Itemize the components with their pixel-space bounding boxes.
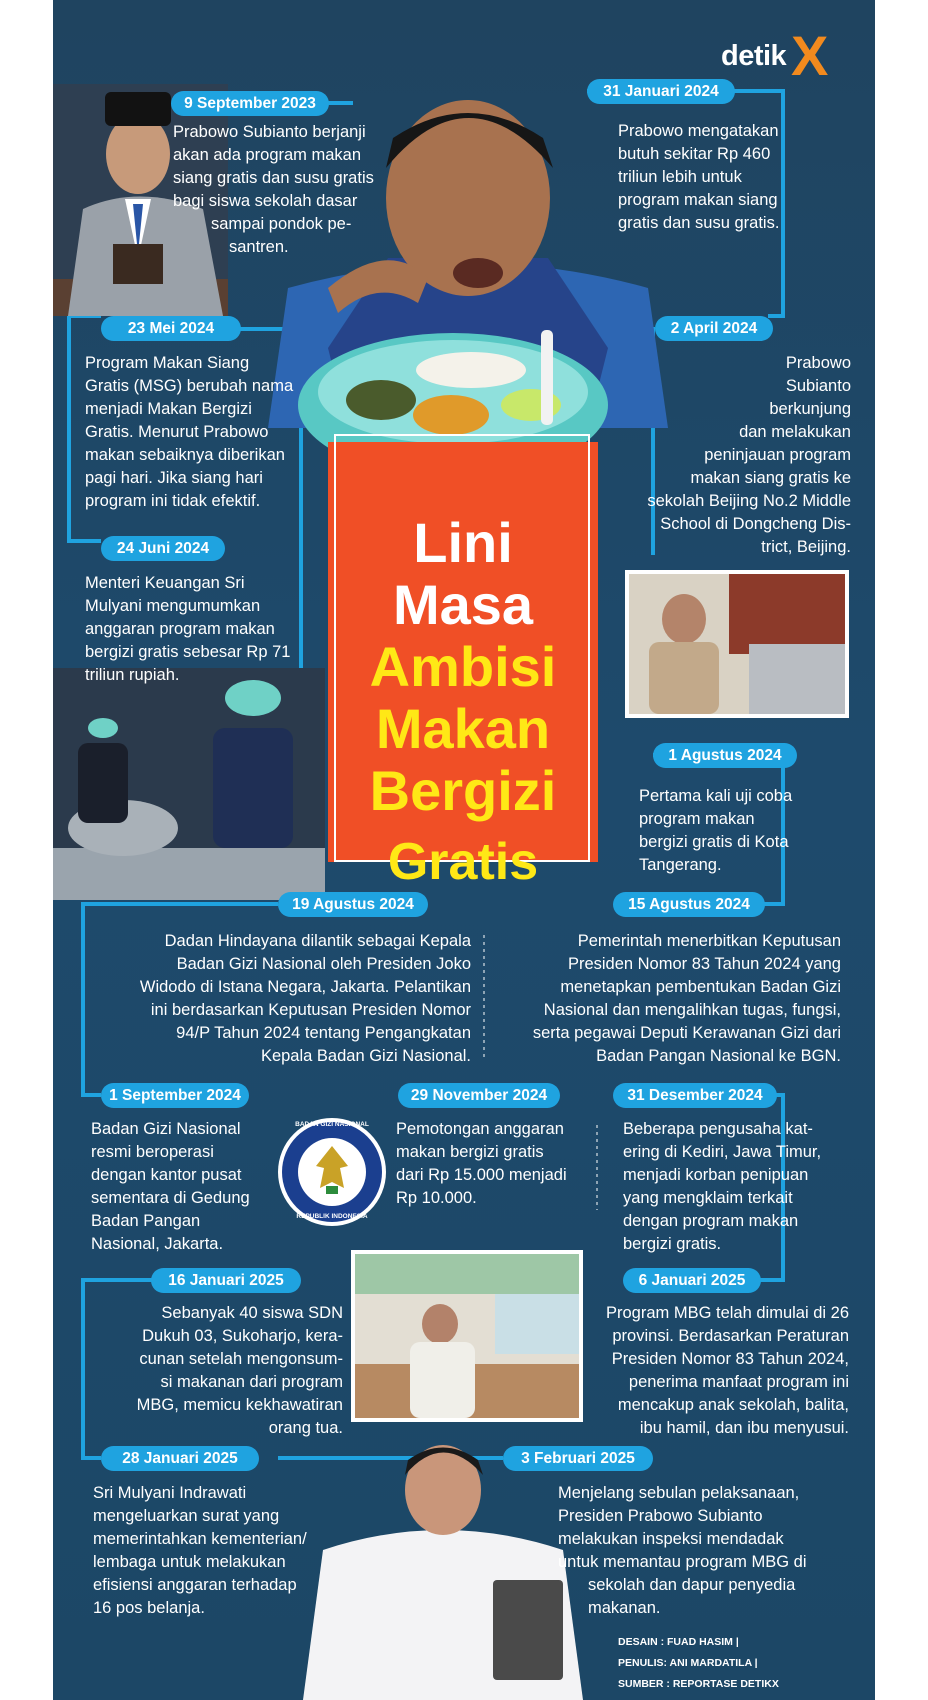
event-line: sampai pondok pe- bbox=[211, 215, 352, 233]
event-text-2024-05-23 bbox=[85, 352, 305, 513]
title-box bbox=[328, 442, 598, 862]
event-line: Kepala Badan Gizi Nasional. bbox=[260, 1047, 471, 1065]
event-line: ibu hamil, dan ibu menyusui. bbox=[639, 1419, 849, 1437]
event-text-2024-08-15 bbox=[493, 930, 841, 1068]
date-badge-2024-08-15: 15 Agustus 2024 bbox=[613, 892, 765, 917]
event-line: Rp 10.000. bbox=[396, 1189, 477, 1207]
date-badge-2024-12-31: 31 Desember 2024 bbox=[613, 1083, 777, 1108]
event-text-2023-09-09 bbox=[173, 121, 473, 259]
event-line: berkunjung bbox=[769, 400, 851, 418]
event-text-2024-08-19 bbox=[93, 930, 471, 1068]
event-line: Gratis (MSG) berubah nama bbox=[85, 377, 294, 395]
event-line: program makan siang bbox=[618, 191, 778, 209]
event-line: si makanan dari program bbox=[160, 1373, 343, 1391]
event-line: program ini tidak efektif. bbox=[85, 492, 261, 510]
event-line: dan melakukan bbox=[739, 423, 851, 441]
event-line: butuh sekitar Rp 460 bbox=[618, 145, 771, 163]
event-line: santren. bbox=[229, 238, 289, 256]
event-line: Program Makan Siang bbox=[85, 354, 250, 372]
date-badge-2024-08-19: 19 Agustus 2024 bbox=[278, 892, 428, 917]
event-line: dari Rp 15.000 menjadi bbox=[396, 1166, 567, 1184]
date-badge-2025-01-28: 28 Januari 2025 bbox=[101, 1446, 259, 1471]
event-line: bagi siswa sekolah dasar bbox=[173, 192, 358, 210]
event-line: Menjelang sebulan pelaksanaan, bbox=[558, 1484, 800, 1502]
title-line-5: Bergizi bbox=[369, 759, 557, 822]
event-line: Badan Pangan Nasional ke BGN. bbox=[596, 1047, 841, 1065]
event-line: melakukan inspeksi mendadak bbox=[558, 1530, 784, 1548]
event-line: Tangerang. bbox=[639, 856, 722, 874]
event-text-2024-04-02 bbox=[573, 352, 851, 559]
event-line: makan siang gratis ke bbox=[690, 469, 851, 487]
detikx-logo bbox=[721, 24, 871, 88]
event-line: Presiden Nomor 83 Tahun 2024, bbox=[611, 1350, 849, 1368]
event-text-2024-08-01 bbox=[639, 785, 839, 877]
event-line: gratis dan susu gratis. bbox=[618, 214, 780, 232]
event-line: Program MBG telah dimulai di 26 bbox=[605, 1304, 849, 1322]
event-line: makan sebaiknya diberikan bbox=[85, 446, 285, 464]
event-line: efisiensi anggaran terhadap bbox=[93, 1576, 297, 1594]
event-line: menjadi Makan Bergizi bbox=[85, 400, 252, 418]
event-line: Nasional dan mengalihkan tugas, fungsi, bbox=[543, 1001, 841, 1019]
event-line: menetapkan pembentukan Badan Gizi bbox=[560, 978, 841, 996]
event-line: Prabowo mengatakan bbox=[618, 122, 779, 140]
event-line: program makan bbox=[639, 810, 755, 828]
date-badge-2024-04-02: 2 April 2024 bbox=[655, 316, 773, 341]
event-line: Presiden Nomor 83 Tahun 2024 yang bbox=[567, 955, 841, 973]
event-line: bergizi gratis di Kota bbox=[639, 833, 789, 851]
date-badge-2024-09-01: 1 September 2024 bbox=[101, 1083, 249, 1108]
seal-top-text: BADAN GIZI NASIONAL bbox=[295, 1121, 369, 1128]
event-line: Pemotongan anggaran bbox=[396, 1120, 564, 1138]
event-line: mencakup anak sekolah, balita, bbox=[617, 1396, 849, 1414]
event-text-2025-02-03 bbox=[558, 1482, 848, 1620]
event-line: Subianto bbox=[785, 377, 851, 395]
event-line: sementara di Gedung bbox=[91, 1189, 250, 1207]
bgn-seal bbox=[276, 1116, 388, 1228]
event-line: triliun rupiah. bbox=[85, 666, 180, 684]
event-line: Prabowo bbox=[785, 354, 851, 372]
event-line: Gratis. Menurut Prabowo bbox=[85, 423, 269, 441]
event-text-2024-11-29 bbox=[396, 1118, 588, 1210]
event-line: dengan kantor pusat bbox=[91, 1166, 242, 1184]
date-badge-2024-01-31: 31 Januari 2024 bbox=[587, 79, 735, 104]
date-badge-2024-11-29: 29 November 2024 bbox=[398, 1083, 560, 1108]
title-line-6: Gratis bbox=[387, 833, 539, 891]
credits bbox=[618, 1632, 858, 1695]
event-line: anggaran program makan bbox=[85, 620, 275, 638]
event-line: Badan Pangan bbox=[91, 1212, 201, 1230]
date-badge-2025-02-03: 3 Februari 2025 bbox=[503, 1446, 653, 1471]
event-text-2025-01-06 bbox=[573, 1302, 849, 1440]
event-line: Sebanyak 40 siswa SDN bbox=[161, 1304, 343, 1322]
classroom-photo bbox=[351, 1250, 583, 1422]
logo-suffix: X bbox=[791, 24, 829, 87]
date-badge-2024-08-01: 1 Agustus 2024 bbox=[653, 743, 797, 768]
event-line: lembaga untuk melakukan bbox=[93, 1553, 286, 1571]
title-line-3: Ambisi bbox=[369, 635, 557, 698]
date-badge-2024-06-24: 24 Juni 2024 bbox=[101, 536, 225, 561]
seal-bottom-text: REPUBLIK INDONESIA bbox=[296, 1213, 368, 1220]
event-line: menjadi korban penipuan bbox=[623, 1166, 809, 1184]
event-text-2025-01-16 bbox=[93, 1302, 343, 1440]
event-line: serta pegawai Deputi Kerawanan Gizi dari bbox=[532, 1024, 841, 1042]
event-line: cunan setelah mengonsum- bbox=[139, 1350, 343, 1368]
event-line: untuk memantau program MBG di bbox=[558, 1553, 807, 1571]
credit-design: DESAIN : FUAD HASIM | bbox=[618, 1636, 739, 1648]
event-line: provinsi. Berdasarkan Peraturan bbox=[612, 1327, 849, 1345]
credit-source: SUMBER : REPORTASE DETIKX bbox=[618, 1678, 779, 1690]
event-line: Badan Gizi Nasional oleh Presiden Joko bbox=[176, 955, 471, 973]
event-line: Nasional, Jakarta. bbox=[91, 1235, 224, 1253]
event-line: Presiden Prabowo Subianto bbox=[558, 1507, 763, 1525]
event-line: Menteri Keuangan Sri bbox=[85, 574, 245, 592]
event-line: sekolah dan dapur penyedia bbox=[588, 1576, 796, 1594]
date-badge-2024-05-23: 23 Mei 2024 bbox=[101, 316, 241, 341]
event-line: pagi hari. Jika siang hari bbox=[85, 469, 263, 487]
event-line: Sri Mulyani Indrawati bbox=[93, 1484, 247, 1502]
event-line: MBG, memicu kekhawatiran bbox=[136, 1396, 343, 1414]
event-line: trict, Beijing. bbox=[761, 538, 851, 556]
event-line: sekolah Beijing No.2 Middle bbox=[647, 492, 851, 510]
event-line: makan bergizi gratis bbox=[396, 1143, 544, 1161]
event-text-2024-12-31 bbox=[623, 1118, 843, 1256]
event-text-2024-06-24 bbox=[85, 572, 325, 687]
event-line: 94/P Tahun 2024 tentang Pengangkatan bbox=[176, 1024, 471, 1042]
infographic-panel bbox=[53, 0, 875, 1700]
event-line: mengeluarkan surat yang bbox=[93, 1507, 280, 1525]
date-badge-2025-01-06: 6 Januari 2025 bbox=[623, 1268, 761, 1293]
title-line-1: Lini bbox=[413, 511, 513, 574]
event-line: ering di Kediri, Jawa Timur, bbox=[623, 1143, 822, 1161]
kitchen-staff-photo bbox=[53, 668, 325, 900]
event-line: dengan program makan bbox=[623, 1212, 799, 1230]
event-line: ini berdasarkan Keputusan Presiden Nomor bbox=[150, 1001, 471, 1019]
event-line: orang tua. bbox=[268, 1419, 343, 1437]
beijing-school-photo bbox=[625, 570, 849, 718]
title-line-2: Masa bbox=[392, 573, 534, 636]
event-line: triliun lebih untuk bbox=[618, 168, 742, 186]
event-line: School di Dongcheng Dis- bbox=[660, 515, 851, 533]
event-line: bergizi gratis sebesar Rp 71 bbox=[85, 643, 291, 661]
event-line: Prabowo Subianto berjanji bbox=[173, 123, 366, 141]
event-line: Dadan Hindayana dilantik sebagai Kepala bbox=[164, 932, 471, 950]
event-line: akan ada program makan bbox=[173, 146, 362, 164]
event-line: memerintahkan kementerian/ bbox=[93, 1530, 307, 1548]
event-line: Beberapa pengusaha kat- bbox=[623, 1120, 813, 1138]
event-line: peninjauan program bbox=[704, 446, 851, 464]
event-line: Badan Gizi Nasional bbox=[91, 1120, 241, 1138]
event-text-2025-01-28 bbox=[93, 1482, 323, 1620]
event-line: makanan. bbox=[588, 1599, 661, 1617]
event-text-2024-01-31 bbox=[618, 120, 848, 235]
event-line: resmi beroperasi bbox=[91, 1143, 214, 1161]
event-line: Dukuh 03, Sukoharjo, kera- bbox=[142, 1327, 343, 1345]
event-line: bergizi gratis. bbox=[623, 1235, 722, 1253]
logo-prefix: detik bbox=[721, 40, 787, 72]
date-badge-2023-09-09: 9 September 2023 bbox=[171, 91, 329, 116]
event-line: Widodo di Istana Negara, Jakarta. Pelantikan bbox=[139, 978, 471, 996]
date-badge-2025-01-16: 16 Januari 2025 bbox=[151, 1268, 301, 1293]
event-line: Pertama kali uji coba bbox=[639, 787, 793, 805]
event-text-2024-09-01 bbox=[91, 1118, 271, 1256]
event-line: yang mengklaim terkait bbox=[623, 1189, 793, 1207]
title-line-4: Makan bbox=[375, 697, 551, 760]
event-line: Pemerintah menerbitkan Keputusan bbox=[577, 932, 841, 950]
event-line: Mulyani mengumumkan bbox=[85, 597, 261, 615]
event-line: 16 pos belanja. bbox=[93, 1599, 205, 1617]
event-line: siang gratis dan susu gratis bbox=[173, 169, 374, 187]
event-line: penerima manfaat program ini bbox=[628, 1373, 849, 1391]
credit-writer: PENULIS: ANI MARDATILA | bbox=[618, 1657, 758, 1669]
